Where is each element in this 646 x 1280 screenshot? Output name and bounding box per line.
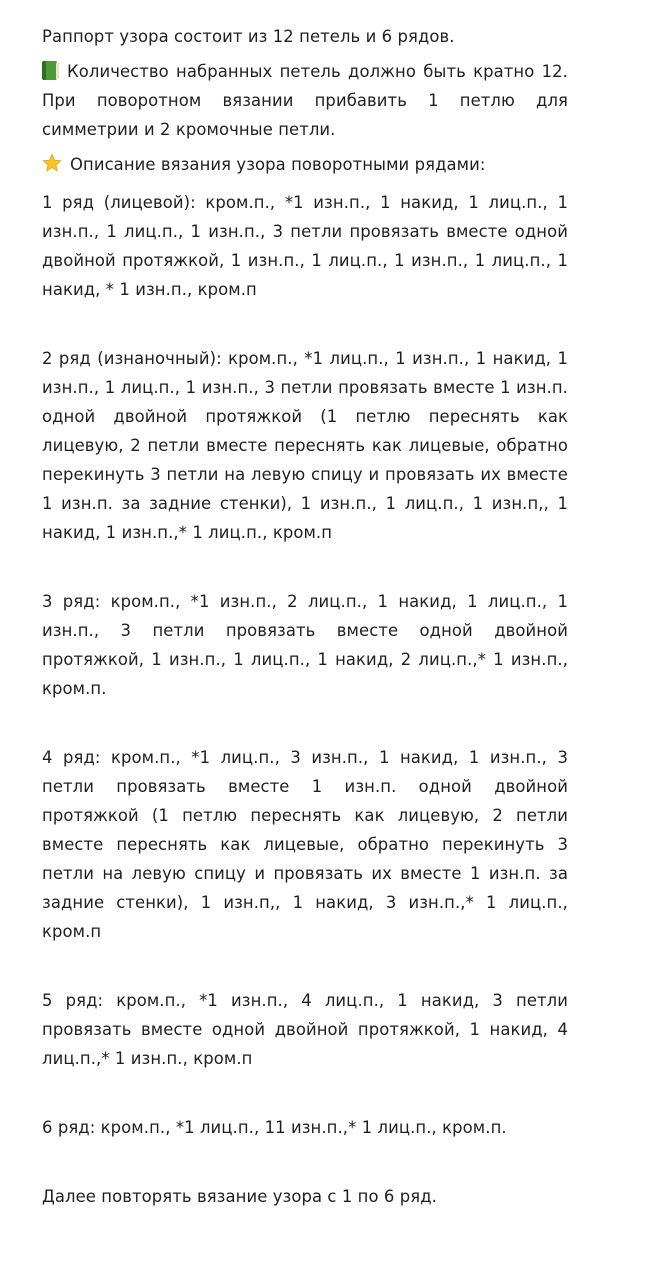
knitting-pattern-document [42,22,568,1211]
row-1-instructions: 1 ряд (лицевой): кром.п., *1 изн.п., 1 накид, 1 лиц.п., 1 изн.п., 1 лиц.п., 1 изн.п., 3 петли провязать вместе одной двойной протяжкой, 1 изн.п., 1 лиц.п., 1 изн.п., 1 лиц.п., 1 накид, * 1 изн.п., кром.п [42,193,568,299]
stitch-count-note [42,57,568,144]
section-heading [42,150,568,182]
green-book-icon [42,61,59,80]
row-4-instructions: 4 ряд: кром.п., *1 лиц.п., 3 изн.п., 1 накид, 1 изн.п., 3 петли провязать вместе 1 изн.п. одной двойной протяжкой (1 петлю переснять как лицевую, 2 петли вместе переснять как лицевые, обратно перекинуть 3 петли на левую спицу и провязать их вместе 1 изн.п. за задние стенки), 1 изн.п,, 1 накид, 3 изн.п.,* 1 лиц.п., кром.п [42,748,568,941]
star-icon [42,153,62,182]
stitch-count-note-text: Количество набранных петель должно быть кратно 12. При поворотном вязании прибавить 1 петлю для симметрии и 2 кромочные петли. [42,62,568,139]
closing-text: Далее повторять вязание узора с 1 по 6 ряд. [42,1187,437,1206]
section-heading-text: Описание вязания узора поворотными рядами: [70,155,486,174]
row-6-instructions: 6 ряд: кром.п., *1 лиц.п., 11 изн.п.,* 1 лиц.п., кром.п. [42,1118,507,1137]
pattern-repeat-text: Раппорт узора состоит из 12 петель и 6 рядов. [42,27,455,46]
row-2-instructions: 2 ряд (изнаночный): кром.п., *1 лиц.п., 1 изн.п., 1 накид, 1 изн.п., 1 лиц.п., 1 изн.п., 3 петли провязать вместе 1 изн.п. одной двойной протяжкой (1 петлю переснять как лицевую, 2 петли вместе переснять как лицевые, обратно перекинуть 3 петли на левую спицу и провязать их вместе 1 изн.п. за задние стенки), 1 изн.п., 1 лиц.п., 1 изн.п,, 1 накид, 1 изн.п.,* 1 лиц.п., кром.п [42,349,568,542]
row-3-instructions: 3 ряд: кром.п., *1 изн.п., 2 лиц.п., 1 накид, 1 лиц.п., 1 изн.п., 3 петли провязать вместе одной двойной протяжкой, 1 изн.п., 1 лиц.п., 1 накид, 2 лиц.п.,* 1 изн.п., кром.п. [42,592,568,698]
row-5-instructions: 5 ряд: кром.п., *1 изн.п., 4 лиц.п., 1 накид, 3 петли провязать вместе одной двойной протяжкой, 1 накид, 4 лиц.п.,* 1 изн.п., кром.п [42,991,568,1068]
